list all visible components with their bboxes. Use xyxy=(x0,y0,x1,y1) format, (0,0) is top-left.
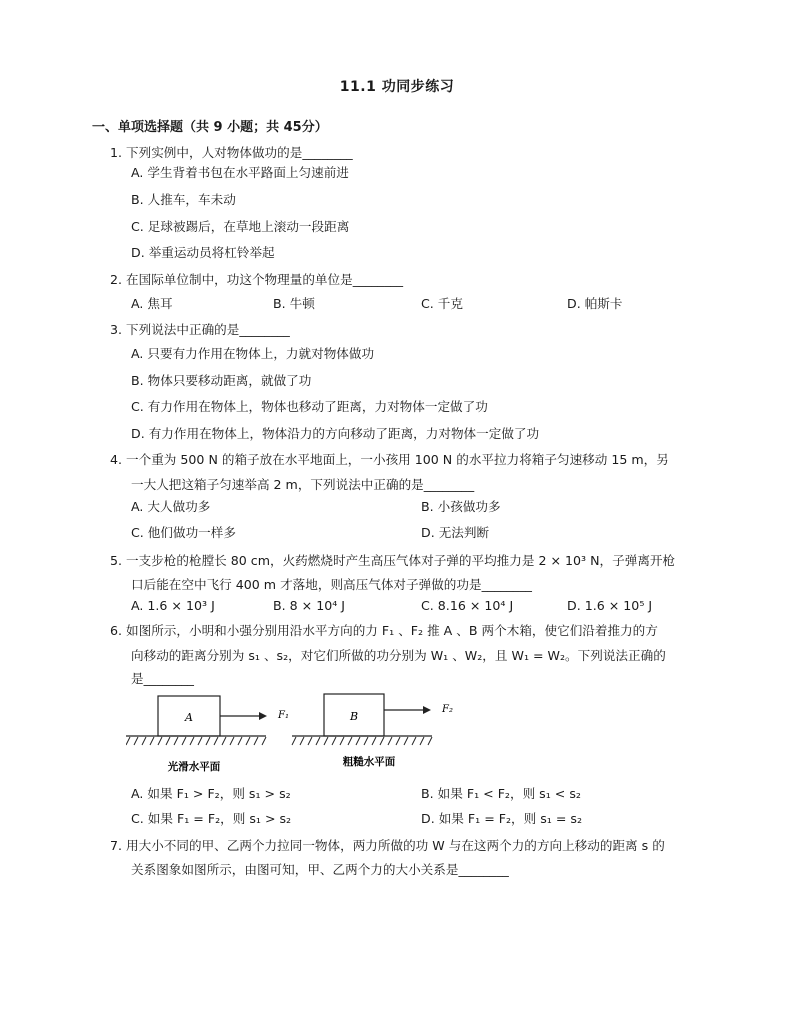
question-6-option-a[interactable]: A. 如果 F₁ > F₂，则 s₁ > s₂ xyxy=(131,786,291,801)
question-5-option-b[interactable]: B. 8 × 10⁴ J xyxy=(273,598,346,613)
question-2-option-d[interactable]: D. 帕斯卡 xyxy=(567,296,623,311)
question-1-option-c[interactable]: C. 足球被踢后，在草地上滚动一段距离 xyxy=(131,219,350,234)
force-1-label: F₁ xyxy=(278,710,289,721)
question-1-option-d[interactable]: D. 举重运动员将杠铃举起 xyxy=(131,245,275,260)
force-2-arrow-head xyxy=(423,706,431,714)
question-6-text-line-3: 是________ xyxy=(131,671,194,686)
ground-right-hatching xyxy=(292,737,432,745)
box-b-label: B xyxy=(349,710,359,723)
question-3-option-d[interactable]: D. 有力作用在物体上，物体沿力的方向移动了距离，力对物体一定做了功 xyxy=(131,426,540,441)
ground-left-hatching xyxy=(126,737,266,745)
question-6-figure xyxy=(126,690,466,780)
question-4-option-d[interactable]: D. 无法判断 xyxy=(421,525,490,540)
question-4-text-line-1: 4. 一个重为 500 N 的箱子放在水平地面上，一小孩用 100 N 的水平拉力将箱子匀速移动 15 m，另 xyxy=(110,452,669,467)
question-5-option-c[interactable]: C. 8.16 × 10⁴ J xyxy=(421,598,514,613)
question-3-option-a[interactable]: A. 只要有力作用在物体上，力就对物体做功 xyxy=(131,346,375,361)
section-heading: 一、单项选择题（共 9 小题；共 45分） xyxy=(92,120,328,135)
caption-right: 粗糙水平面 xyxy=(342,756,396,768)
question-5-text-line-2: 口后能在空中飞行 400 m 才落地，则高压气体对子弹做的功是________ xyxy=(131,577,532,592)
question-1-text: 1. 下列实例中，人对物体做功的是________ xyxy=(110,145,353,160)
question-6-option-c[interactable]: C. 如果 F₁ = F₂，则 s₁ > s₂ xyxy=(131,811,292,826)
box-a-label: A xyxy=(185,711,193,724)
caption-left: 光滑水平面 xyxy=(167,761,221,773)
question-6-text-line-2: 向移动的距离分别为 s₁ 、s₂，对它们所做的功分别为 W₁ 、W₂，且 W₁ = W₂。下列说法正确的 xyxy=(131,648,666,663)
question-6-option-b[interactable]: B. 如果 F₁ < F₂，则 s₁ < s₂ xyxy=(421,786,581,801)
question-5-text-line-1: 5. 一支步枪的枪膛长 80 cm，火药燃烧时产生高压气体对子弹的平均推力是 2 × 10³ N，子弹离开枪 xyxy=(110,553,676,568)
question-2-option-b[interactable]: B. 牛顿 xyxy=(273,296,315,311)
question-3-option-c[interactable]: C. 有力作用在物体上，物体也移动了距离，力对物体一定做了功 xyxy=(131,399,488,414)
question-4-option-b[interactable]: B. 小孩做功多 xyxy=(421,499,501,514)
question-1-option-b[interactable]: B. 人推车，车未动 xyxy=(131,192,236,207)
question-2-option-c[interactable]: C. 千克 xyxy=(421,296,463,311)
question-5-option-a[interactable]: A. 1.6 × 10³ J xyxy=(131,598,215,613)
force-1-arrow-head xyxy=(259,712,267,720)
question-1-option-a[interactable]: A. 学生背着书包在水平路面上匀速前进 xyxy=(131,165,349,180)
question-7-text-line-2: 关系图象如图所示，由图可知，甲、乙两个力的大小关系是________ xyxy=(131,862,509,877)
question-5-option-d[interactable]: D. 1.6 × 10⁵ J xyxy=(567,598,653,613)
question-4-option-a[interactable]: A. 大人做功多 xyxy=(131,499,211,514)
force-2-label: F₂ xyxy=(442,704,453,715)
question-3-text: 3. 下列说法中正确的是________ xyxy=(110,322,290,337)
question-3-option-b[interactable]: B. 物体只要移动距离，就做了功 xyxy=(131,373,312,388)
question-2-text: 2. 在国际单位制中，功这个物理量的单位是________ xyxy=(110,272,404,287)
question-7-text-line-1: 7. 用大小不同的甲、乙两个力拉同一物体，两力所做的功 W 与在这两个力的方向上移动的距离 s 的 xyxy=(110,838,665,853)
question-4-option-c[interactable]: C. 他们做功一样多 xyxy=(131,525,236,540)
question-6-text-line-1: 6. 如图所示，小明和小强分别用沿水平方向的力 F₁ 、F₂ 推 A 、B 两个木箱，使它们沿着推力的方 xyxy=(110,623,658,638)
force-diagram xyxy=(126,690,466,780)
question-4-text-line-2: 一大人把这箱子匀速举高 2 m，下列说法中正确的是________ xyxy=(131,477,475,492)
question-2-option-a[interactable]: A. 焦耳 xyxy=(131,296,173,311)
page-title: 11.1 功同步练习 xyxy=(339,79,455,95)
question-6-option-d[interactable]: D. 如果 F₁ = F₂，则 s₁ = s₂ xyxy=(421,811,583,826)
